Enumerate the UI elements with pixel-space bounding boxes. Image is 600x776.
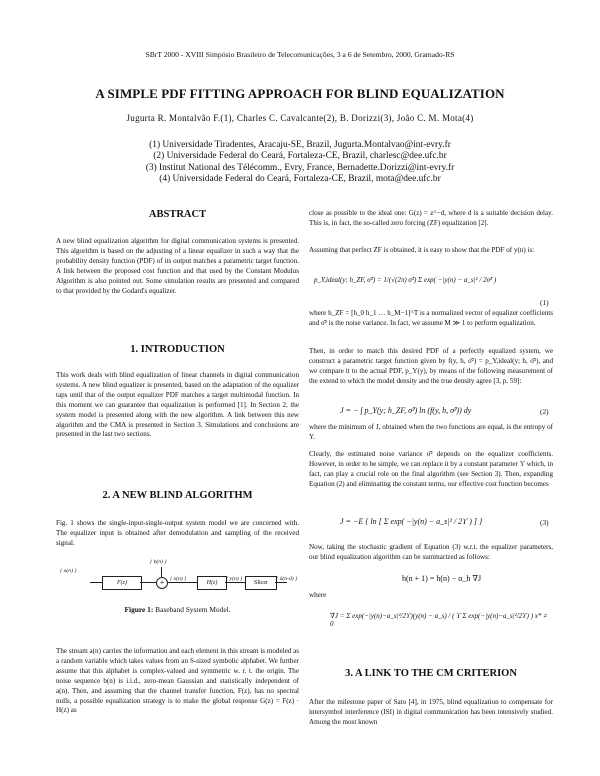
right-where: where <box>309 591 327 599</box>
right-p1: close as possible to the ideal one: G(z) = z^−d, where d is a suitable decision delay. This is, in fact, the so-called zero forcing (ZF) equalization [2]. <box>309 209 553 227</box>
right-p5: where the minimum of J, obtained when the two functions are equal, is the entropy of Y. <box>309 423 553 441</box>
channel-block: F(z) <box>102 576 142 590</box>
right-p6: Clearly, the estimated noise variance σ̂² depends on the equalizer coefficients. However, in order to be simple, we can replace it by a constant parameter ϒ which, in fact, can play a crucial role on the final algorithm (see Section 3). Then, expanding Equation (2) and eliminating the constant terms, our effective cost function becomes <box>309 450 553 488</box>
affiliation-1: (1) Universidade Tiradentes, Aracaju-SE, Brazil, Jugurta.Montalvao@int-evry.fr <box>149 140 451 150</box>
right-p7: Now, taking the stochastic gradient of Equation (3) w.r.t. the equalizer parameters, our blind equalization algorithm can be summarized as follows: <box>309 543 553 561</box>
affiliations <box>0 140 600 186</box>
section2-text2: The stream a(n) carries the information and each element in this stream is modeled as a random variable which takes values from an S-sized symbolic alphabet. We further assume that this alphabet is complex-valued and symmetric w. r. t. the origin. The noise sequence b(n) is i.i.d., zero-mean Gaussian and statistically independent of a(n). Then, and assuming that the channel transfer function, F(z), has no spectral nulls, a possible equalization strategy is to make the global response G(z) = F(z) · H(z) as <box>56 647 299 715</box>
affiliation-4: (4) Universidade Federal do Ceará, Fortaleza-CE, Brazil, mota@dee.ufc.br <box>159 174 441 185</box>
equation-4: h(n + 1) = h(n) − α_h ∇J <box>402 574 482 583</box>
equation-3: J = −E { ln [ Σ exp( −|y(n) − a_s|² / 2ϒ ) ] } <box>340 517 483 526</box>
intro-text: This work deals with blind equalization of linear channels in digital communication systems. A new blind equalizer is presented, based on the adaptation of the equalizer taps until that of the output equalizer PDF matches a target multimodal function. In this moment we can guarantee that equalization is performed [1]. In Section 2, the system model is presented along with the new algorithm. A link between this new algorithm and the CMA is presented in Section 3. Simulations and conclusions are presented in the last two sections. <box>56 371 299 439</box>
signal-input: { a(n) } <box>60 568 77 574</box>
section3-heading: 3. A LINK TO THE CM CRITERION <box>345 668 517 679</box>
right-p8: After the milestone paper of Sato [4], in 1975, blind equalization to compensate for intersymbol interference (ISI) in digital communication has been intensively studied. Among the most known <box>309 698 553 726</box>
author-list: Jugurta R. Montalvão F.(1), Charles C. Cavalcante(2), B. Dorizzi(3), João C. M. Mota(4) <box>126 113 474 123</box>
abstract-text: A new blind equalization algorithm for digital communication systems is presented. This algorithm is based on the adjusting of a linear equalizer in such a way that the probability density function (PDF) of its output matches a parametric target function. A link between the proposed cost function and that used by the Constant Modulus Algorithm is also pointed out. Some simulation results are presented and compared to that provided by the Godard's equalizer. <box>56 237 299 295</box>
equation-2-number: (2) <box>540 407 549 416</box>
paper-title: A SIMPLE PDF FITTING APPROACH FOR BLIND EQUALIZATION <box>95 86 505 101</box>
equation-1: p_Y,ideal(y; h_ZF, σ̂²) = 1/(√(2π) σ̂²) Σ exp( −|y(n) − a_s|² / 2σ̂² ) <box>314 276 497 284</box>
arrow-sum-out <box>167 582 197 583</box>
arrow-channel-out <box>140 582 156 583</box>
arrow-in <box>90 582 102 583</box>
arrow-out <box>275 582 287 583</box>
section2-text1: Fig. 1 shows the single-input-single-output system model we are concerned with. The equalizer input is obtained after demodulation and sampling of the received signal. <box>56 519 299 547</box>
right-p4: Then, in order to match this desired PDF of a perfectly equalized system, we construct a parametric target function given by f(y, h, σ̂²) = p_Y,ideal(y; h, σ̂²), and we compare it to the actual PDF, p_Y(y), by means of the following measurement of the extend to which the model density and the true density agree [3, p. 59]: <box>309 347 553 385</box>
slicer-block: Slicer <box>245 576 277 590</box>
adder-symbol: + <box>156 577 168 589</box>
affiliation-3: (3) Institut National des Télécomm., Evry, France, Bernadette.Dorizzi@int-evry.fr <box>145 162 455 173</box>
equation-5: ∇J = Σ exp(−|y(n)−a_s|²/2ϒ)(y(n) − a_s) / ( ϒ Σ exp(−|y(n)−a_s|²/2ϒ) ) x* ≠ 0 <box>330 612 547 628</box>
arrow-eq-out <box>225 582 245 583</box>
abstract-heading: ABSTRACT <box>148 209 207 220</box>
figure-1-caption: Figure 1: Baseband System Model. <box>124 605 231 614</box>
equation-3-number: (3) <box>540 518 549 527</box>
signal-x: { x(n) } <box>170 576 187 582</box>
section2-heading: 2. A NEW BLIND ALGORITHM <box>102 490 253 501</box>
equalizer-block: H(z) <box>197 576 227 590</box>
intro-heading: 1. INTRODUCTION <box>130 344 225 355</box>
equation-2: J = − ∫ p_Y(y; h_ZF, σ̂²) ln (f(y, h, σ̂²)) dy <box>340 406 472 415</box>
signal-y: { y(n) } <box>226 576 243 582</box>
arrow-noise <box>161 567 162 577</box>
right-p2: Assuming that perfect ZF is obtained, it is easy to show that the PDF of y(n) is: <box>309 246 535 254</box>
conference-header: SBrT 2000 - XVIII Simpósio Brasileiro de Telecomunicações, 3 a 6 de Setembro, 2000, Gramado-RS <box>145 50 455 59</box>
right-p3: where h_ZF = [h_0 h_1 … h_M−1]^T is a normalized vector of equalizer coefficients and σ̂² is the noise variance. In fact, we assume M ≫ 1 to perform equalization. <box>309 309 553 327</box>
equation-1-number: (1) <box>540 298 549 307</box>
signal-decision: { â(n-d) } <box>276 576 298 582</box>
affiliation-2: (2) Universidade Federal do Ceará, Fortaleza-CE, Brazil, charlesc@dee.ufc.br <box>153 151 447 162</box>
signal-noise: { b(n) } <box>150 559 167 565</box>
